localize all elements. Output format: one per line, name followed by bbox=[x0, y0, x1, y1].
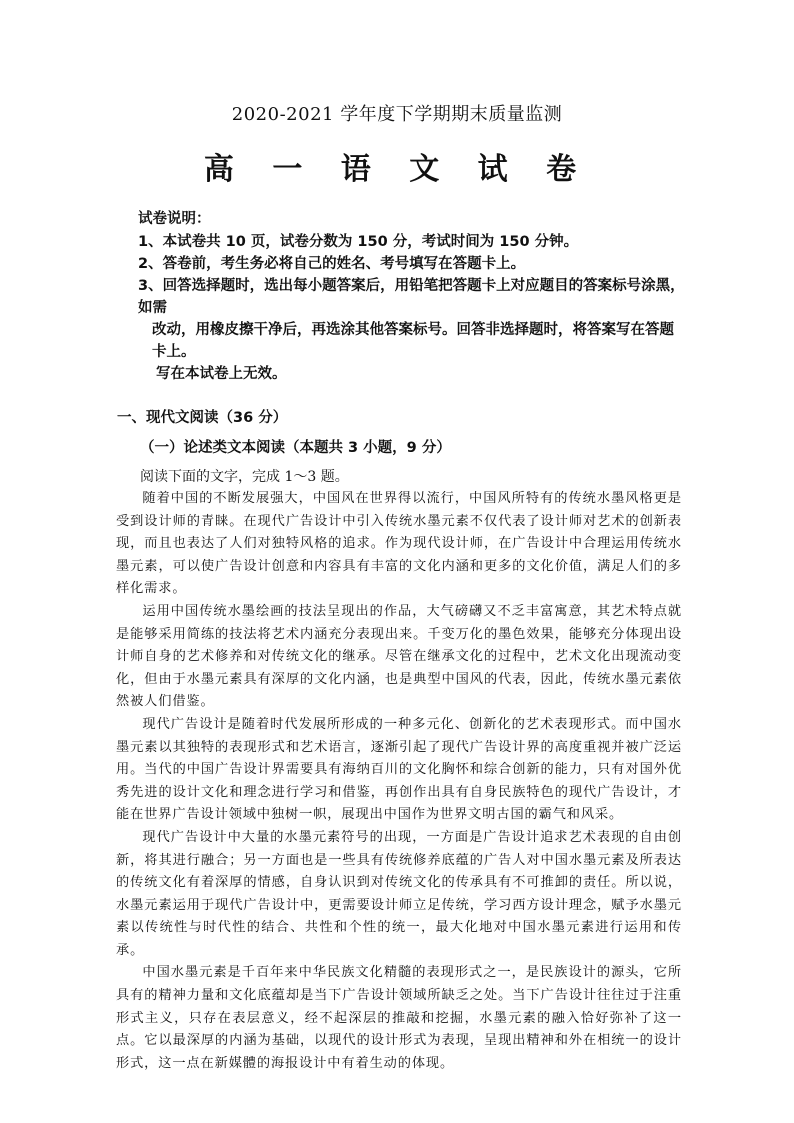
passage-paragraph: 随着中国的不断发展强大，中国风在世界得以流行，中国风所特有的传统水墨风格更是受到设计师的青睐。在现代广告设计中引入传统水墨元素不仅代表了设计师对艺术的创新表现，而且也表达了人们对独特风格的追求。作为现代设计师，在广告设计中合理运用传统水墨元素，可以使广告设计创意和内容具有丰富的文化内涵和更多的文化价值，满足人们的多样化需求。 bbox=[116, 491, 682, 597]
instruction-item-continued: 写在本试卷上无效。 bbox=[156, 366, 287, 382]
exam-year-heading: 2020-2021 学年度下学期期末质量监测 bbox=[231, 104, 563, 125]
passage-paragraph: 运用中国传统水墨绘画的技法呈现出的作品，大气磅礴又不乏丰富寓意，其艺术特点就是能够采用简练的技法将艺术内涵充分表现出来。千变万化的墨色效果，能够充分体现出设计师自身的艺术修养和对传统文化的继承。尽管在继承文化的过程中，艺术文化出现流动变化，但由于水墨元素具有深厚的文化内涵，也是典型中国风的代表，因此，传统水墨元素依然被人们借鉴。 bbox=[116, 603, 682, 710]
instruction-item: 3、回答选择题时，选出每小题答案后，用铅笔把答题卡上对应题目的答案标号涂黑，如需 bbox=[138, 278, 685, 316]
section-title: 一、现代文阅读（36 分） bbox=[117, 410, 288, 426]
instruction-item: 1、本试卷共 10 页，试卷分数为 150 分，考试时间为 150 分钟。 bbox=[138, 234, 579, 250]
instructions-heading: 试卷说明： bbox=[138, 211, 211, 227]
instruction-item: 2、答卷前，考生务必将自己的姓名、考号填写在答题卡上。 bbox=[138, 256, 526, 272]
passage-paragraph: 中国水墨元素是千百年来中华民族文化精髓的表现形式之一，是民族设计的源头，它所具有的精神力量和文化底蕴却是当下广告设计领域所缺乏之处。当下广告设计往往过于注重形式主义，只存在表层意义，经不起深层的推敲和挖掘，水墨元素的融入恰好弥补了这一点。它以最深厚的内涵为基础，以现代的设计形式为表现，呈现出精神和外在相统一的设计形式，这一点在新媒體的海报设计中有着生动的体现。 bbox=[116, 965, 682, 1071]
reading-passage bbox=[116, 488, 682, 1075]
exam-title: 高 一 语 文 试 卷 bbox=[203, 152, 591, 187]
reading-prompt: 阅读下面的文字，完成 1～3 题。 bbox=[140, 469, 349, 485]
subsection-title: （一）论述类文本阅读（本题共 3 小题，9 分） bbox=[140, 440, 451, 456]
instruction-item-continued: 改动，用橡皮擦干净后，再选涂其他答案标号。回答非选择题时，将答案写在答题卡上。 bbox=[152, 322, 674, 360]
exam-instructions bbox=[138, 208, 686, 385]
passage-paragraph: 现代广告设计中大量的水墨元素符号的出现，一方面是广告设计追求艺术表现的自由创新，将其进行融合；另一方面也是一些具有传统修养底蕴的广告人对中国水墨元素及所表达的传统文化有着深厚的情感，自身认识到对传统文化的传承具有不可推卸的责任。所以说，水墨元素运用于现代广告设计中，更需要设计师立足传统，学习西方设计理念，赋予水墨元素以传统性与时代性的结合、共性和个性的统一，最大化地对中国水墨元素进行运用和传承。 bbox=[116, 829, 682, 958]
passage-paragraph: 现代广告设计是随着时代发展所形成的一种多元化、创新化的艺术表现形式。而中国水墨元素以其独特的表现形式和艺术语言，逐渐引起了现代广告设计界的高度重视并被广泛运用。当代的中国广告设计界需要具有海纳百川的文化胸怀和综合创新的能力，只有对国外优秀先进的设计文化和理念进行学习和借鉴，再创作出具有自身民族特色的现代广告设计，才能在世界广告设计领域中独树一帜，展现出中国作为世界文明古国的霸气和风采。 bbox=[116, 716, 682, 823]
